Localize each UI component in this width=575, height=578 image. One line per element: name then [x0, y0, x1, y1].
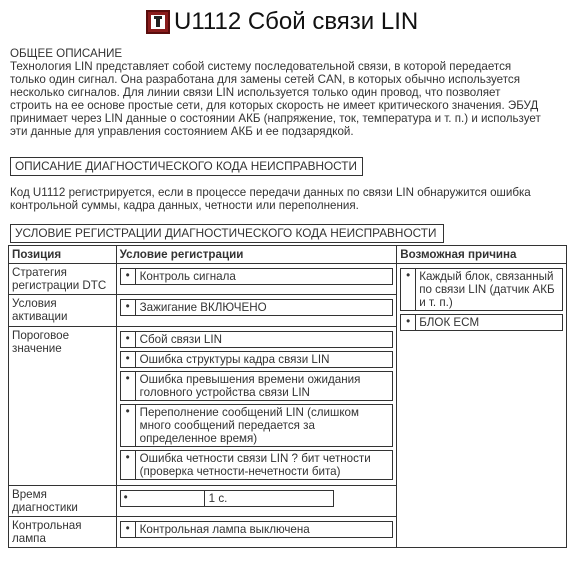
- condition-text: Контрольная лампа выключена: [135, 522, 393, 537]
- condition-text: 1 с.: [204, 491, 343, 506]
- condition-item: [120, 404, 394, 447]
- bullet: •: [406, 269, 411, 282]
- condition-item: [120, 351, 394, 368]
- bullet: •: [125, 451, 130, 464]
- general-line: принимает через LIN данные о состоянии АКБ (напряжение, ток, температура и т. п.) и использует: [10, 112, 541, 125]
- row-label-diag-time: Время диагностики: [9, 486, 117, 517]
- condition-item: [120, 521, 394, 538]
- column-header-position: Позиция: [9, 246, 117, 264]
- general-description-heading: ОБЩЕЕ ОПИСАНИЕ: [10, 47, 123, 60]
- bullet: •: [125, 269, 130, 282]
- general-line: эти данные для управления состоянием АКБ и ее подзарядкой.: [10, 125, 354, 138]
- bullet: •: [125, 405, 130, 418]
- dtc-description-heading: ОПИСАНИЕ ДИАГНОСТИЧЕСКОГО КОДА НЕИСПРАВНОСТИ: [10, 157, 363, 176]
- condition-text: Ошибка структуры кадра связи LIN: [135, 352, 393, 367]
- table-header-row: [9, 246, 567, 264]
- bullet: •: [406, 315, 411, 328]
- cause-text: Каждый блок, связанный по связи LIN (датчик АКБ и т. п.): [415, 269, 562, 310]
- row-label-activation: Условия активации: [9, 295, 117, 327]
- condition-text: Ошибка превышения времени ожидания головного устройства связи LIN: [135, 372, 393, 400]
- title-row: [146, 8, 418, 36]
- bullet: •: [125, 522, 130, 535]
- condition-text: Переполнение сообщений LIN (слишком много сообщений передается за определенное время): [135, 405, 393, 446]
- condition-text: Зажигание ВКЛЮЧЕНО: [135, 300, 393, 315]
- condition-item: [120, 299, 394, 316]
- condition-item: [120, 331, 394, 348]
- dtc-conditions-table: [8, 245, 567, 548]
- bullet: •: [125, 300, 130, 313]
- cause-item: [400, 268, 563, 311]
- condition-item: [120, 450, 394, 480]
- cause-text: БЛОК ECM: [415, 315, 562, 330]
- condition-cell-activation: [116, 295, 397, 327]
- row-label-strategy: Стратегия регистрации DTC: [9, 264, 117, 295]
- cause-item: [400, 314, 563, 331]
- condition-item: [120, 268, 394, 285]
- dtc-description-text: [10, 186, 570, 212]
- condition-text: Контроль сигнала: [135, 269, 393, 284]
- condition-text: Ошибка четности связи LIN ? бит четности (проверка четности-нечетности бита): [135, 451, 393, 479]
- general-line: строить на ее основе простые сети, для которых скорость не имеет критического значения. ЭБУД: [10, 99, 539, 112]
- bullet: •: [125, 352, 130, 365]
- condition-item: [120, 371, 394, 401]
- bullet: •: [125, 372, 130, 385]
- cause-cell: [397, 264, 567, 548]
- dtc-description-line: Код U1112 регистрируется, если в процессе передачи данных по связи LIN обнаружится ошибка: [10, 186, 531, 199]
- general-line: несколько сигналов. Для линии связи LIN используется только один провод, что позволяет: [10, 86, 501, 99]
- table-row-strategy: [9, 264, 567, 295]
- dtc-badge-icon: [146, 10, 170, 34]
- condition-item: [120, 490, 334, 507]
- conditions-heading: УСЛОВИЕ РЕГИСТРАЦИИ ДИАГНОСТИЧЕСКОГО КОДА НЕИСПРАВНОСТИ: [10, 224, 444, 243]
- page-title: U1112 Сбой связи LIN: [174, 8, 419, 35]
- general-line: только один сигнал. Она разработана для замены сетей CAN, в которых обычно используется: [10, 73, 520, 86]
- column-header-condition: Условие регистрации: [116, 246, 397, 264]
- bullet: •: [125, 332, 130, 345]
- condition-text: Сбой связи LIN: [135, 332, 393, 347]
- bullet: •: [123, 491, 128, 504]
- column-header-cause: Возможная причина: [397, 246, 567, 264]
- condition-cell-threshold: [116, 327, 397, 486]
- general-line: Технология LIN представляет собой систему последовательной связи, в которой передается: [10, 60, 512, 73]
- condition-cell-diag-time: [116, 486, 397, 517]
- condition-cell-warning-lamp: [116, 517, 397, 548]
- condition-cell-strategy: [116, 264, 397, 295]
- dtc-description-line: контрольной суммы, кадра данных, четности или переполнения.: [10, 199, 359, 212]
- row-label-warning-lamp: Контрольная лампа: [9, 517, 117, 548]
- general-description-text: [10, 60, 570, 138]
- row-label-threshold: Пороговое значение: [9, 327, 117, 486]
